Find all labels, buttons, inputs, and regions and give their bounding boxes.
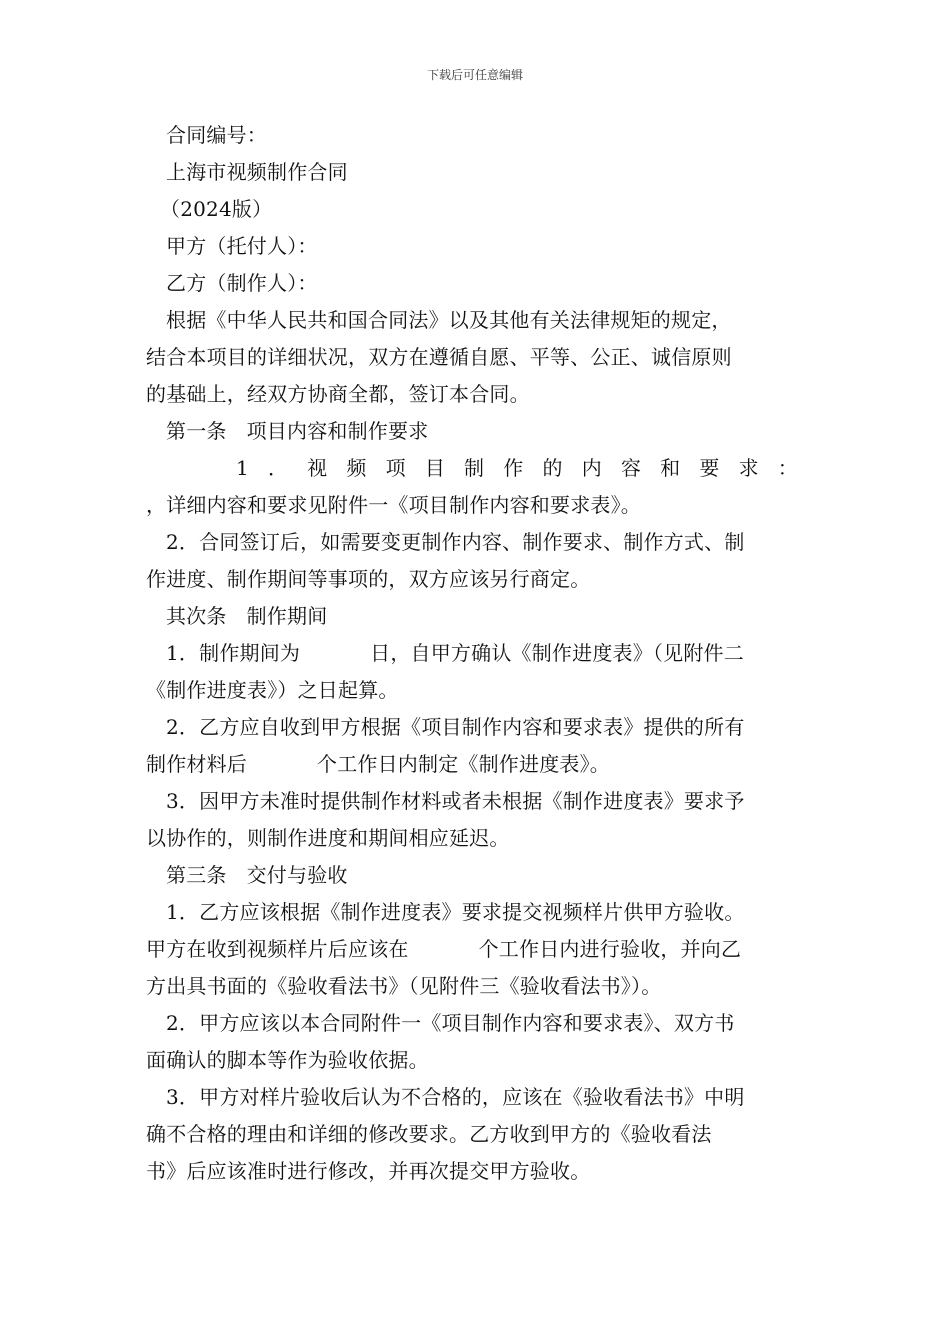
spread-char: 目 [424, 456, 446, 480]
spread-char: 要 [699, 456, 720, 480]
paragraph-line: 制作材料后 个工作日内制定《制作进度表》。 [146, 752, 610, 776]
paragraph-line: 2．合同签订后，如需要变更制作内容、制作要求、制作方式、制 [166, 530, 745, 554]
spread-line [146, 450, 806, 487]
article-1-heading [146, 413, 806, 450]
page-header: 下载后可任意编辑 [426, 68, 523, 82]
paragraph-line: 《制作进度表》）之日起算。 [146, 678, 399, 702]
paragraph-line: 3．甲方对样片验收后认为不合格的，应该在《验收看法书》中明 [166, 1085, 745, 1109]
spread-char: 求 [738, 456, 759, 480]
paragraph-line: 面确认的脚本等作为验收依据。 [146, 1048, 429, 1072]
article-title: 项目内容和制作要求 [246, 419, 429, 443]
party-b-label: 乙方（制作人）： [166, 271, 318, 295]
article-title: 交付与验收 [246, 863, 348, 887]
article-number: 其次条 [166, 604, 227, 628]
paragraph-line: 书》后应该准时进行修改，并再次提交甲方验收。 [146, 1159, 591, 1183]
paragraph-line: 2．甲方应该以本合同附件一《项目制作内容和要求表》、双方书 [166, 1011, 735, 1035]
paragraph-line: 1．乙方应该根据《制作进度表》要求提交视频样片供甲方验收。 [166, 900, 745, 924]
paragraph-line: 2．乙方应自收到甲方根据《项目制作内容和要求表》提供的所有 [166, 715, 745, 739]
article-3-heading [146, 857, 806, 894]
contract-title: 上海市视频制作合同 [166, 160, 348, 184]
paragraph-line: 3．因甲方未准时提供制作材料或者未根据《制作进度表》要求予 [166, 789, 745, 813]
spread-char: ． [267, 456, 289, 480]
paragraph-line: 根据《中华人民共和国合同法》以及其他有关法律规矩的规定， [166, 308, 732, 332]
paragraph-line: 1．制作期间为 日，自甲方确认《制作进度表》（见附件二 [166, 641, 744, 665]
spread-char: 1 [236, 456, 249, 480]
spread-char: 制 [464, 456, 485, 480]
spread-char: 和 [660, 456, 681, 480]
paragraph-line: 确不合格的理由和详细的修改要求。乙方收到甲方的《验收看法 [146, 1122, 712, 1146]
paragraph-line: 的基础上，经双方协商全都，签订本合同。 [146, 382, 530, 406]
contract-version: （2024版） [160, 197, 273, 221]
spread-char: 的 [542, 456, 563, 480]
spread-char: ： [777, 456, 798, 480]
paragraph-line: 结合本项目的详细状况，双方在遵循自愿、平等、公正、诚信原则 [146, 345, 732, 369]
article-number: 第三条 [166, 863, 227, 887]
party-a-label: 甲方（托付人）： [166, 234, 318, 258]
spread-char: 容 [620, 456, 642, 480]
paragraph-line: 方出具书面的《验收看法书》（见附件三《验收看法书》）。 [146, 974, 662, 998]
article-2-heading [146, 598, 806, 635]
spread-char: 项 [385, 456, 406, 480]
paragraph-line: 以协作的，则制作进度和期间相应延迟。 [146, 826, 510, 850]
paragraph-line: 甲方在收到视频样片后应该在 个工作日内进行验收，并向乙 [146, 937, 742, 961]
paragraph-line: ，详细内容和要求见附件一《项目制作内容和要求表》。 [146, 493, 641, 517]
spread-char: 频 [346, 456, 367, 480]
spread-char: 视 [307, 456, 328, 480]
spread-char: 内 [581, 456, 602, 480]
article-title: 制作期间 [246, 604, 328, 628]
spread-char: 作 [503, 456, 524, 480]
contract-body [146, 117, 806, 1190]
paragraph-line: 作进度、制作期间等事项的，双方应该另行商定。 [146, 567, 591, 591]
contract-number-label: 合同编号： [166, 123, 267, 147]
article-number: 第一条 [166, 419, 227, 443]
